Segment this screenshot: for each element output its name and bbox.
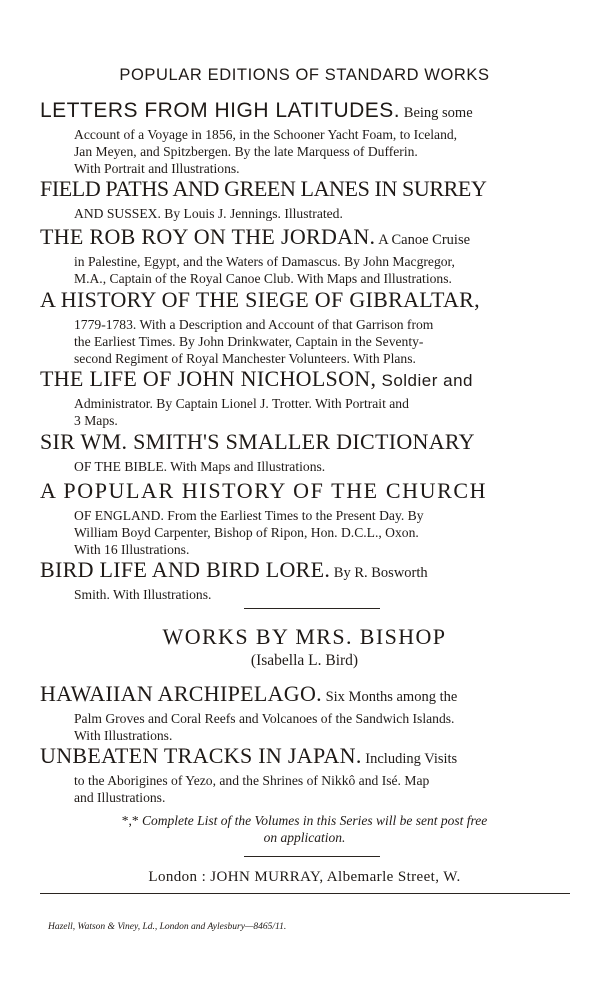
book-description: AND SUSSEX. By Louis J. Jennings. Illustrated. bbox=[74, 206, 343, 221]
book-description: M.A., Captain of the Royal Canoe Club. With Maps and Illustrations. bbox=[74, 271, 452, 286]
book-title: HAWAIIAN ARCHIPELAGO. bbox=[40, 681, 322, 706]
book-entry bbox=[40, 287, 570, 367]
book-title: SIR WM. SMITH'S SMALLER DICTIONARY bbox=[40, 429, 475, 454]
book-description: OF ENGLAND. From the Earliest Times to the Present Day. By bbox=[74, 508, 424, 523]
book-entry bbox=[40, 224, 570, 287]
book-entry bbox=[40, 681, 570, 744]
book-title: A HISTORY OF THE SIEGE OF GIBRALTAR, bbox=[40, 287, 480, 312]
publisher-imprint: London : JOHN MURRAY, Albemarle Street, W. bbox=[148, 869, 461, 885]
book-description: Jan Meyen, and Spitzbergen. By the late Marquess of Dufferin. bbox=[74, 144, 418, 159]
book-description: in Palestine, Egypt, and the Waters of Damascus. By John Macgregor, bbox=[74, 254, 455, 269]
note bbox=[0, 829, 609, 846]
note-line: on application. bbox=[263, 830, 346, 845]
book-entry bbox=[40, 478, 570, 558]
book-entry bbox=[40, 743, 570, 806]
book-description: 3 Maps. bbox=[74, 413, 118, 428]
section-title: WORKS BY MRS. BISHOP bbox=[162, 624, 447, 649]
book-description: With 16 Illustrations. bbox=[74, 542, 190, 557]
book-description: Including Visits bbox=[361, 751, 458, 767]
book-description: With Portrait and Illustrations. bbox=[74, 161, 240, 176]
book-description: Account of a Voyage in 1856, in the Schooner Yacht Foam, to Iceland, bbox=[74, 127, 458, 142]
book-description: to the Aborigines of Yezo, and the Shrines of Nikkô and Isé. Map bbox=[74, 773, 430, 788]
asterism-icon: *,* bbox=[121, 813, 139, 828]
book-title: A POPULAR HISTORY OF THE CHURCH bbox=[40, 478, 488, 503]
book-entry bbox=[40, 98, 570, 177]
note bbox=[0, 812, 609, 829]
book-description: the Earliest Times. By John Drinkwater, Captain in the Seventy- bbox=[74, 334, 424, 349]
book-description: Six Months among the bbox=[321, 689, 458, 705]
divider bbox=[244, 856, 380, 857]
book-description: William Boyd Carpenter, Bishop of Ripon, Hon. D.C.L., Oxon. bbox=[74, 525, 419, 540]
book-entry bbox=[40, 366, 570, 429]
book-title: FIELD PATHS AND GREEN LANES IN SURREY bbox=[40, 176, 487, 201]
book-title: THE LIFE OF JOHN NICHOLSON, bbox=[40, 366, 377, 391]
page-header: POPULAR EDITIONS OF STANDARD WORKS bbox=[119, 66, 490, 84]
divider bbox=[244, 608, 380, 609]
book-description: Palm Groves and Coral Reefs and Volcanoes of the Sandwich Islands. bbox=[74, 711, 455, 726]
book-description: 1779-1783. With a Description and Account of that Garrison from bbox=[74, 317, 434, 332]
printer-line: Hazell, Watson & Viney, Ld., London and Aylesbury—8465/11. bbox=[48, 922, 287, 932]
note-line: Complete List of the Volumes in this Series will be sent post free bbox=[142, 813, 488, 828]
book-description: A Canoe Cruise bbox=[375, 232, 471, 248]
book-entry bbox=[40, 176, 570, 222]
section-subtitle: (Isabella L. Bird) bbox=[250, 652, 359, 669]
book-description: By R. Bosworth bbox=[330, 565, 428, 581]
book-description: second Regiment of Royal Manchester Volunteers. With Plans. bbox=[74, 351, 416, 366]
book-description: Soldier and bbox=[376, 371, 473, 390]
book-title: THE ROB ROY ON THE JORDAN. bbox=[40, 224, 376, 249]
book-description: Administrator. By Captain Lionel J. Trotter. With Portrait and bbox=[74, 396, 409, 411]
book-description: OF THE BIBLE. With Maps and Illustrations. bbox=[74, 459, 326, 474]
book-description: Being some bbox=[400, 105, 473, 121]
divider bbox=[40, 893, 570, 894]
book-title: UNBEATEN TRACKS IN JAPAN. bbox=[40, 743, 362, 768]
book-title: LETTERS FROM HIGH LATITUDES. bbox=[40, 99, 401, 122]
book-entry bbox=[40, 557, 570, 603]
book-description: Smith. With Illustrations. bbox=[74, 587, 212, 602]
book-description: With Illustrations. bbox=[74, 728, 173, 743]
book-description: and Illustrations. bbox=[74, 790, 166, 805]
book-title: BIRD LIFE AND BIRD LORE. bbox=[40, 557, 331, 582]
book-entry bbox=[40, 429, 570, 475]
